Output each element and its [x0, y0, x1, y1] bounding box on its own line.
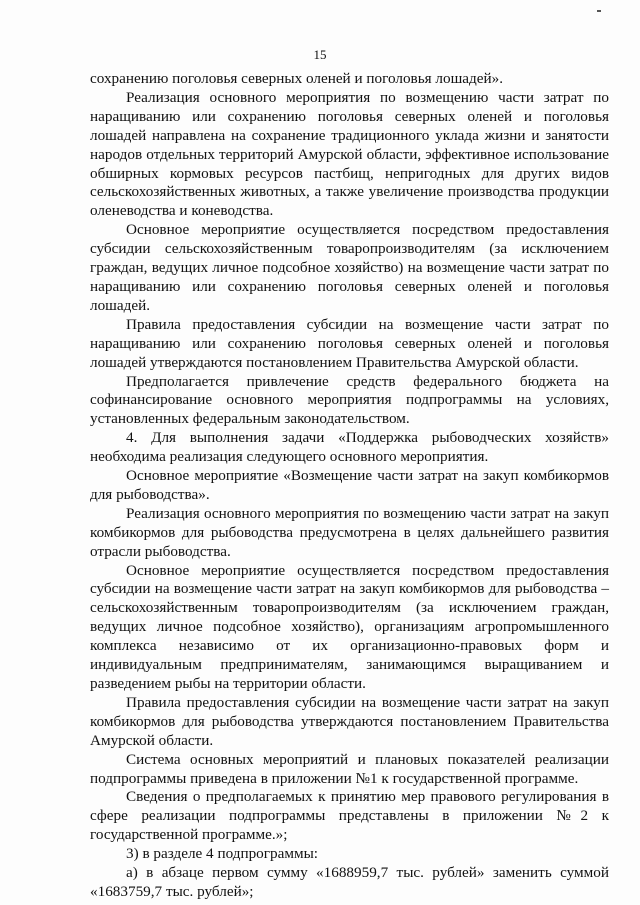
paragraph: а) в абзаце первом сумму «1688959,7 тыс. рублей» заменить суммой «1683759,7 тыс. рублей»; — [90, 864, 609, 900]
page-number: 15 — [313, 47, 327, 62]
scan-speck — [597, 10, 601, 12]
paragraph: Правила предоставления субсидии на возмещение части затрат на закуп комбикормов для рыбоводства утверждаются постановлением Правительства Амурской области. — [90, 693, 609, 749]
paragraph: сохранению поголовья северных оленей и поголовья лошадей». — [90, 70, 504, 87]
paragraph: Система основных мероприятий и плановых показателей реализации подпрограммы приведена в приложении №1 к государственной программе. — [90, 750, 609, 787]
paragraph: Основное мероприятие «Возмещение части затрат на закуп комбикормов для рыбоводства». — [90, 467, 609, 503]
document-body — [90, 70, 609, 902]
paragraph: Основное мероприятие осуществляется посредством предоставления субсидии сельскохозяйственным товаропроизводителям (за исключением граждан, ведущих личное подсобное хозяйство) на возмещение части затрат по наращиванию или сохранению поголовья северных оленей и поголовья лошадей. — [90, 221, 609, 314]
paragraph: 4. Для выполнения задачи «Поддержка рыбоводческих хозяйств» необходима реализация следующего основного мероприятия. — [90, 429, 609, 466]
paragraph: Реализация основного мероприятия по возмещению части затрат на закуп комбикормов для рыбоводства предусмотрена в целях дальнейшего развития отрасли рыбоводства. — [90, 504, 609, 560]
paragraph: 3) в разделе 4 подпрограммы: — [126, 845, 318, 863]
paragraph: Основное мероприятие осуществляется посредством предоставления субсидии на возмещение части затрат на закуп комбикормов для рыбоводства – сельскохозяйственным товаропроизводителям (за исключением граждан, ведущих личное подсобное хозяйство), организациям агропромышленного комплекса независимо от их организационно-правовых форм и индивидуальным предпринимателям, занимающимся выращиванием и разведением рыбы на территории области. — [90, 561, 609, 692]
paragraph: Правила предоставления субсидии на возмещение части затрат по наращиванию или сохранению поголовья северных оленей и поголовья лошадей утверждаются постановлением Правительства Амурской области. — [90, 315, 609, 371]
paragraph: Реализация основного мероприятия по возмещению части затрат по наращиванию или сохранению поголовья северных оленей и поголовья лошадей направлена на сохранение традиционного уклада жизни и занятости народов отдельных территорий Амурской области, эффективное использование обширных кормовых ресурсов пастбищ, непригодных для других видов сельскохозяйственных животных, а также увеличение производства продукции оленеводства и коневодства. — [90, 88, 609, 220]
paragraph: Сведения о предполагаемых к принятию мер правового регулирования в сфере реализации подпрограммы представлены в приложении №2 к государственной программе.»; — [90, 788, 609, 844]
paragraph: Предполагается привлечение средств федерального бюджета на софинансирование основного мероприятия подпрограммы на условиях, установленных федеральным законодательством. — [90, 372, 609, 428]
